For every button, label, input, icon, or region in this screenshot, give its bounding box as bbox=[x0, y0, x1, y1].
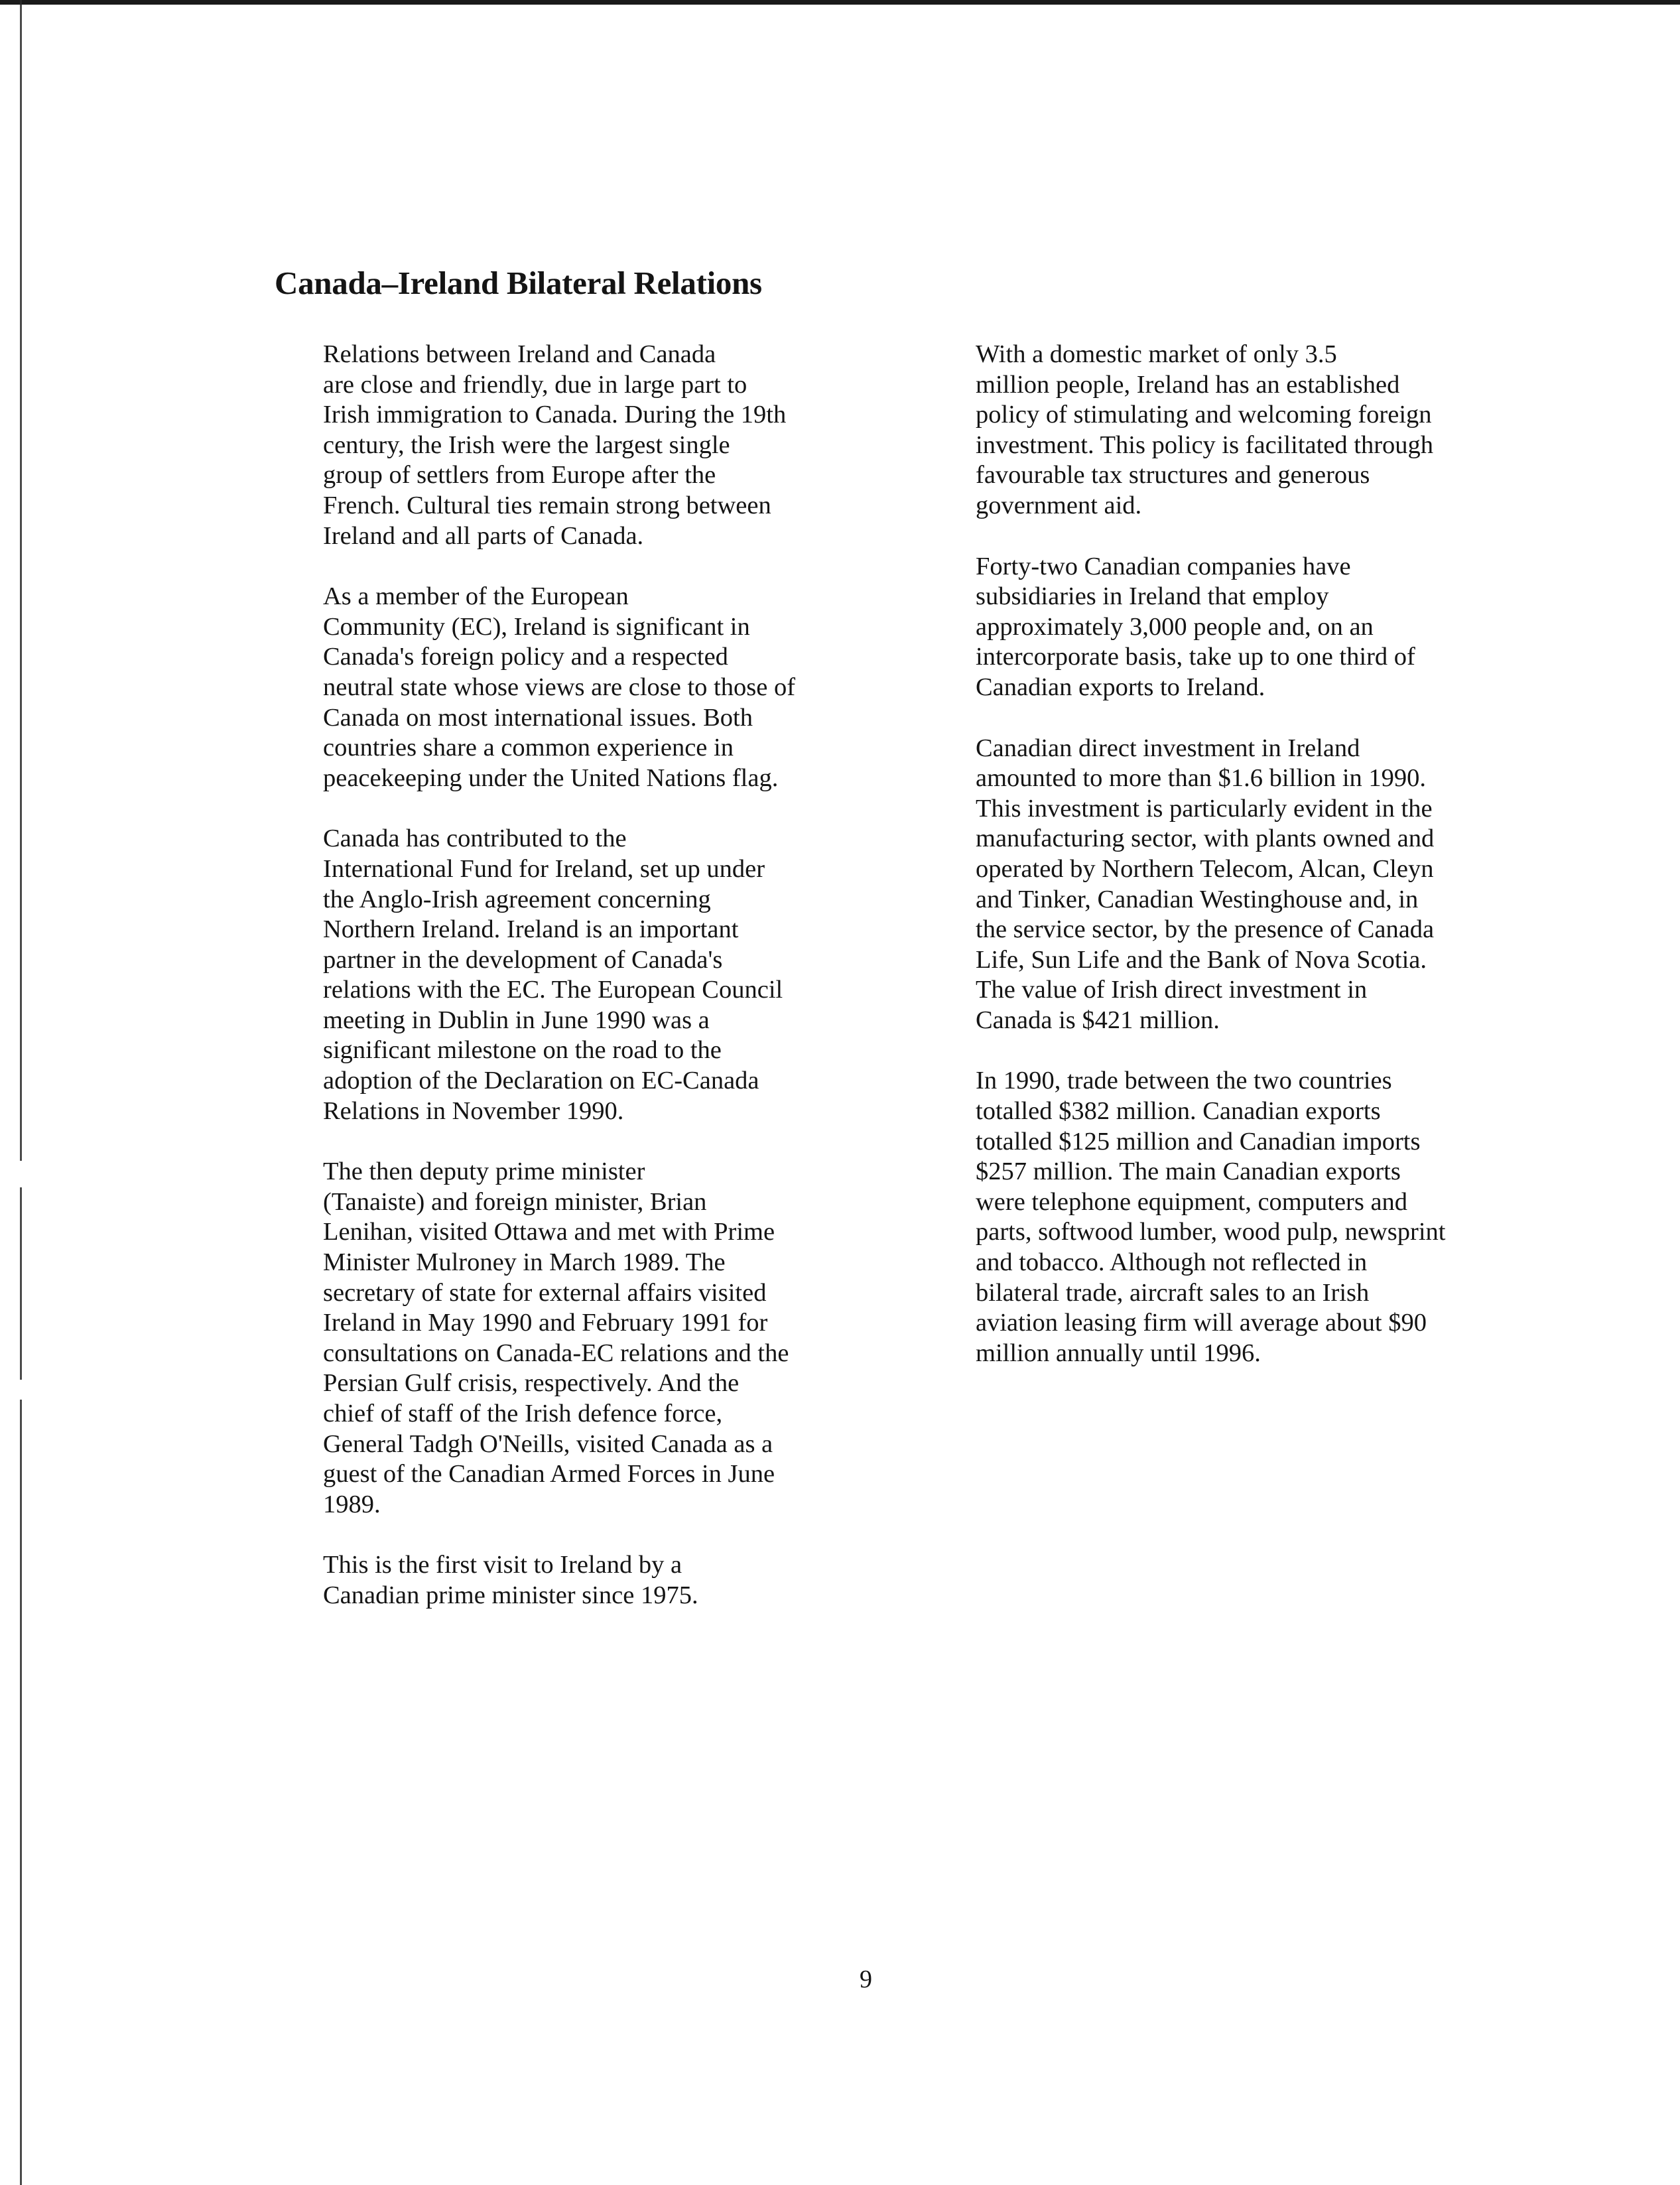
text-line: countries share a common experience in bbox=[323, 734, 734, 762]
text-line: operated by Northern Telecom, Alcan, Cleyn bbox=[976, 854, 1434, 883]
text-line: Canadian exports to Ireland. bbox=[976, 673, 1265, 701]
text-line: Canadian prime minister since 1975. bbox=[323, 1581, 698, 1609]
text-line: Canada on most international issues. Both bbox=[323, 703, 753, 732]
text-line: The value of Irish direct investment in bbox=[976, 976, 1368, 1004]
text-line: Community (EC), Ireland is significant in bbox=[323, 612, 750, 641]
scan-border-gap bbox=[19, 1380, 23, 1400]
text-line: manufacturing sector, with plants owned and bbox=[976, 825, 1435, 853]
text-line: Relations in November 1990. bbox=[323, 1096, 624, 1125]
text-line: significant milestone on the road to the bbox=[323, 1036, 722, 1065]
text-line: neutral state whose views are close to those of bbox=[323, 673, 796, 701]
paragraph bbox=[921, 552, 1471, 703]
text-line: bilateral trade, aircraft sales to an Irish bbox=[976, 1278, 1370, 1307]
text-line: In 1990, trade between the two countries bbox=[976, 1067, 1392, 1095]
text-line: This is the first visit to Ireland by a bbox=[323, 1551, 682, 1579]
text-line: Minister Mulroney in March 1989. The bbox=[323, 1248, 726, 1277]
text-line: amounted to more than $1.6 billion in 1990. bbox=[976, 764, 1427, 793]
text-line: With a domestic market of only 3.5 bbox=[976, 340, 1337, 368]
text-line: French. Cultural ties remain strong between bbox=[323, 491, 771, 519]
paragraph bbox=[268, 1550, 838, 1611]
text-line: Lenihan, visited Ottawa and met with Prime bbox=[323, 1218, 775, 1246]
text-line: intercorporate basis, take up to one third of bbox=[976, 643, 1415, 671]
text-line: million people, Ireland has an established bbox=[976, 370, 1400, 399]
scan-top-border bbox=[0, 0, 1680, 5]
text-line: 1989. bbox=[323, 1490, 381, 1518]
text-line: approximately 3,000 people and, on an bbox=[976, 612, 1374, 641]
text-line: adoption of the Declaration on EC-Canada bbox=[323, 1067, 759, 1095]
text-line: were telephone equipment, computers and bbox=[976, 1187, 1408, 1216]
text-line: century, the Irish were the largest single bbox=[323, 430, 730, 459]
text-line: aviation leasing firm will average about $90 bbox=[976, 1309, 1427, 1337]
text-line: policy of stimulating and welcoming foreign bbox=[976, 401, 1432, 429]
text-line: relations with the EC. The European Council bbox=[323, 976, 783, 1004]
text-line: group of settlers from Europe after the bbox=[323, 461, 716, 490]
scan-border-gap bbox=[19, 1161, 23, 1187]
text-line: chief of staff of the Irish defence force, bbox=[323, 1400, 723, 1427]
text-line: This investment is particularly evident in the bbox=[976, 794, 1433, 823]
text-line: Canada is $421 million. bbox=[976, 1006, 1220, 1034]
text-line: secretary of state for external affairs visited bbox=[323, 1278, 767, 1307]
scan-left-border bbox=[20, 0, 22, 2185]
text-line: Northern Ireland. Ireland is an important bbox=[323, 915, 739, 944]
text-line: meeting in Dublin in June 1990 was a bbox=[323, 1006, 710, 1034]
text-line: favourable tax structures and generous bbox=[976, 461, 1370, 490]
text-line: the Anglo-Irish agreement concerning bbox=[323, 885, 711, 913]
text-line: Canada has contributed to the bbox=[323, 825, 627, 853]
text-line: International Fund for Ireland, set up under bbox=[323, 854, 765, 883]
text-line: General Tadgh O'Neills, visited Canada as a bbox=[323, 1429, 773, 1458]
text-line: Irish immigration to Canada. During the 19th bbox=[323, 401, 787, 429]
page-number: 9 bbox=[860, 1965, 872, 1993]
text-line: million annually until 1996. bbox=[976, 1339, 1261, 1367]
text-line: Ireland in May 1990 and February 1991 for bbox=[323, 1309, 768, 1337]
paragraph bbox=[268, 1157, 838, 1520]
text-line: As a member of the European bbox=[323, 582, 629, 611]
text-line: The then deputy prime minister bbox=[323, 1158, 645, 1186]
text-line: investment. This policy is facilitated through bbox=[976, 430, 1434, 459]
paragraph bbox=[921, 340, 1471, 521]
left-column bbox=[268, 340, 838, 1642]
text-line: Ireland and all parts of Canada. bbox=[323, 521, 644, 550]
text-line: consultations on Canada-EC relations and the bbox=[323, 1339, 789, 1367]
text-line: Relations between Ireland and Canada bbox=[323, 340, 716, 368]
text-line: parts, softwood lumber, wood pulp, newsprint bbox=[976, 1218, 1446, 1246]
paragraph bbox=[268, 582, 838, 793]
text-line: Persian Gulf crisis, respectively. And the bbox=[323, 1369, 740, 1398]
paragraph bbox=[268, 340, 838, 551]
text-line: totalled $382 million. Canadian exports bbox=[976, 1097, 1381, 1126]
page-title: Canada–Ireland Bilateral Relations bbox=[275, 265, 762, 301]
text-line: Forty-two Canadian companies have bbox=[976, 552, 1351, 580]
text-line: guest of the Canadian Armed Forces in June bbox=[323, 1460, 775, 1489]
text-line: are close and friendly, due in large part to bbox=[323, 370, 747, 399]
text-line: (Tanaiste) and foreign minister, Brian bbox=[323, 1187, 707, 1216]
text-line: Canadian direct investment in Ireland bbox=[976, 734, 1360, 762]
text-line: and Tinker, Canadian Westinghouse and, in bbox=[976, 885, 1419, 913]
text-line: partner in the development of Canada's bbox=[323, 945, 723, 974]
text-line: subsidiaries in Ireland that employ bbox=[976, 582, 1329, 611]
text-line: government aid. bbox=[976, 491, 1142, 519]
text-line: Canada's foreign policy and a respected bbox=[323, 643, 728, 671]
paragraph bbox=[921, 734, 1471, 1036]
paragraph bbox=[921, 1066, 1471, 1368]
paragraph bbox=[268, 824, 838, 1126]
right-column bbox=[921, 340, 1471, 1399]
text-line: totalled $125 million and Canadian imports bbox=[976, 1127, 1421, 1156]
text-line: Life, Sun Life and the Bank of Nova Scotia. bbox=[976, 945, 1427, 974]
text-line: and tobacco. Although not reflected in bbox=[976, 1248, 1368, 1277]
text-line: $257 million. The main Canadian exports bbox=[976, 1158, 1401, 1186]
text-line: peacekeeping under the United Nations flag. bbox=[323, 763, 779, 792]
text-line: the service sector, by the presence of Canada bbox=[976, 915, 1435, 944]
